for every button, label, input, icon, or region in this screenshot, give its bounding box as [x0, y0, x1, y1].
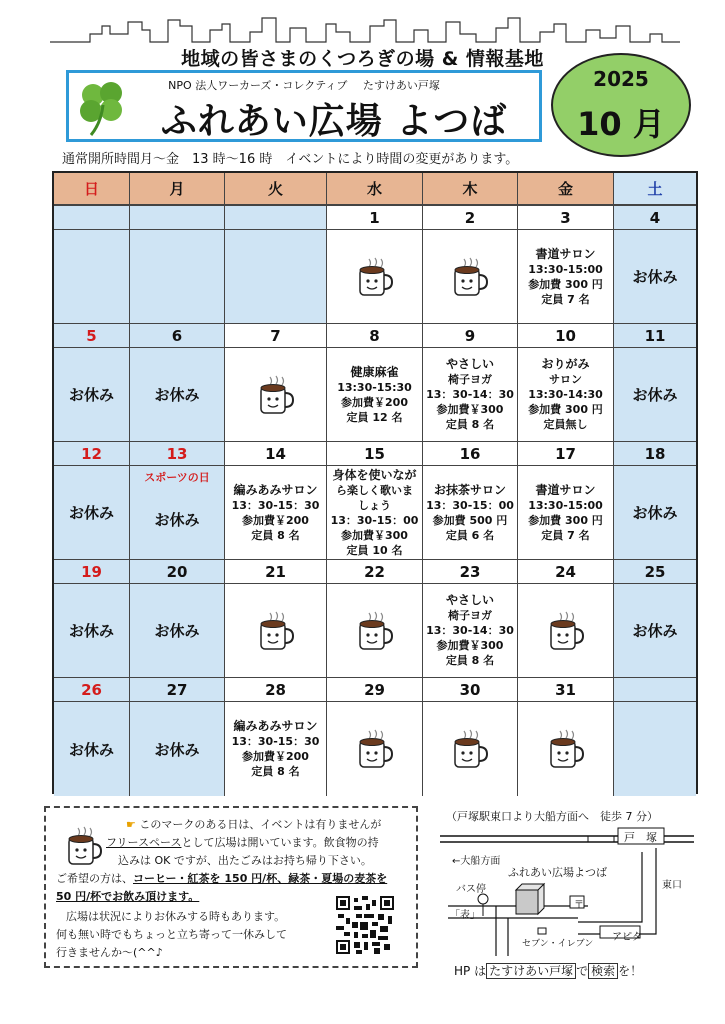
event-title: 書道サロン: [535, 482, 596, 497]
event-line: しょう: [357, 498, 391, 512]
org-name-sub: たすけあい戸塚: [362, 79, 440, 92]
coffee-mug-icon: [546, 609, 586, 653]
day-number: 13: [130, 442, 225, 466]
event-line: 13:30-15:30: [337, 380, 412, 394]
event-line: 13:30-15:00: [528, 262, 603, 276]
event-details: [331, 468, 419, 558]
day-number: 24: [518, 560, 614, 584]
empty-day-cell: [54, 230, 130, 324]
event-line: 定員 7 名: [541, 292, 590, 306]
day-number: 8: [327, 324, 423, 348]
month-label: 10 月: [577, 105, 665, 143]
closed-day-cell: [130, 348, 225, 442]
event-line: 参加費 500 円: [432, 513, 508, 527]
free-space-day-cell: [327, 702, 423, 796]
event-day-cell: [327, 348, 423, 442]
day-number: 7: [225, 324, 327, 348]
weekday-header: 日: [54, 173, 130, 206]
event-line: 定員無し: [543, 418, 588, 431]
closed-day-cell: [614, 348, 696, 442]
notice-line4a: ご希望の方は、: [56, 872, 133, 885]
event-title: 健康麻雀: [350, 364, 399, 379]
event-details: [337, 365, 412, 425]
coffee-mug-icon: [64, 824, 104, 868]
event-line: 13：30-14：30: [426, 624, 514, 637]
coffee-mug-icon: [546, 727, 586, 771]
closed-day-cell: [614, 584, 696, 678]
map-bus-stop-label: バス停: [456, 884, 486, 895]
hp-search-term[interactable]: たすけあい戸塚: [486, 963, 576, 979]
coffee-mug-icon: [450, 727, 490, 771]
day-number: 27: [130, 678, 225, 702]
closed-label: お休み: [154, 511, 200, 529]
coffee-mug-icon: [256, 609, 296, 653]
closed-label: お休み: [632, 268, 678, 286]
event-day-cell: [225, 702, 327, 796]
closed-label: お休み: [154, 740, 200, 759]
day-number: 25: [614, 560, 696, 584]
event-day-cell: [327, 466, 423, 560]
day-number: 22: [327, 560, 423, 584]
hp-note: [454, 962, 642, 979]
weekday-header: 金: [518, 173, 614, 206]
coffee-mug-icon: [355, 609, 395, 653]
free-space-day-cell: [225, 348, 327, 442]
day-number: 20: [130, 560, 225, 584]
closed-label: お休み: [632, 386, 678, 404]
event-details: [528, 357, 603, 432]
day-number: 11: [614, 324, 696, 348]
day-number: 14: [225, 442, 327, 466]
day-number: [614, 678, 696, 702]
town-skyline-illustration: [50, 12, 680, 46]
free-space-day-cell: [225, 584, 327, 678]
day-number: 2: [423, 206, 518, 230]
title-box: [66, 70, 542, 142]
map-place-label: ふれあい広場よつば: [508, 866, 607, 879]
map-ofuna-label: ←大船方面: [452, 856, 501, 867]
event-line: 参加費￥200: [242, 513, 309, 527]
event-title: やさしい: [445, 593, 494, 607]
day-number: [225, 206, 327, 230]
event-line: 参加費￥300: [341, 528, 408, 542]
map-omote-label: 「表」: [450, 910, 480, 921]
day-number: 19: [54, 560, 130, 584]
event-line: 13：30-15：00: [330, 513, 419, 527]
event-line: 13：30-15：30: [231, 498, 320, 512]
day-number: 30: [423, 678, 518, 702]
day-number: 16: [423, 442, 518, 466]
event-line: 参加費￥300: [436, 403, 504, 416]
day-number: 4: [614, 206, 696, 230]
org-name: [69, 77, 539, 93]
day-number: [130, 206, 225, 230]
event-line: 定員 8 名: [251, 528, 300, 542]
event-line: 定員 12 名: [346, 410, 403, 424]
closed-label: お休み: [154, 386, 200, 404]
event-details: [426, 357, 514, 432]
event-line: サロン: [549, 373, 582, 386]
event-day-cell: [518, 348, 614, 442]
notice-price-line: コーヒー・紅茶を 150 円/杯、緑茶・夏場の麦茶を: [133, 872, 388, 885]
event-line: 椅子ヨガ: [447, 373, 492, 386]
event-title: お抹茶サロン: [433, 482, 506, 497]
weekday-header: 火: [225, 173, 327, 206]
event-line: 参加費￥300: [436, 639, 504, 652]
map-seven-label: セブン・イレブン: [522, 939, 594, 949]
event-line: 定員 10 名: [346, 543, 403, 557]
hp-note-e: を！: [618, 964, 643, 978]
day-number: 15: [327, 442, 423, 466]
free-space-day-cell: [327, 230, 423, 324]
coffee-mug-icon: [450, 255, 490, 299]
day-number: 29: [327, 678, 423, 702]
hp-search-button[interactable]: 検索: [588, 963, 618, 979]
empty-day-cell: [225, 230, 327, 324]
day-number: 6: [130, 324, 225, 348]
notice-line3: 込みは OK ですが、出たごみはお持ち帰り下さい。: [118, 854, 372, 867]
closed-label: お休み: [68, 622, 114, 640]
notice-line7: 何も無い時でもちょっと立ち寄って一休みして: [56, 928, 287, 941]
event-title: おりがみ: [541, 357, 590, 371]
day-number: 31: [518, 678, 614, 702]
map-post-office-label: 〒: [574, 900, 584, 911]
weekday-header: 水: [327, 173, 423, 206]
weekday-header: 土: [614, 173, 696, 206]
event-line: 定員 7 名: [541, 528, 590, 542]
day-number: 18: [614, 442, 696, 466]
day-number: 21: [225, 560, 327, 584]
event-details: [232, 719, 320, 779]
event-details: [232, 483, 320, 543]
notice-line6: 広場は状況によりお休みする時もあります。: [66, 910, 286, 923]
event-line: 定員 8 名: [445, 418, 495, 431]
event-line: 13：30-14：30: [426, 388, 514, 401]
day-number: 3: [518, 206, 614, 230]
event-line: 13:30-14:30: [528, 388, 603, 401]
date-badge: [551, 53, 691, 157]
closed-day-cell: [130, 466, 225, 560]
closed-day-cell: [614, 466, 696, 560]
closed-day-cell: [130, 702, 225, 796]
empty-day-cell: [130, 230, 225, 324]
event-line: 13：30-15：30: [231, 735, 320, 748]
year-label: 2025: [593, 67, 649, 91]
hp-note-c: で: [576, 964, 589, 978]
day-number: 17: [518, 442, 614, 466]
hours-note: 通常開所時間月～金 13 時～16 時 イベントにより時間の変更があります。: [62, 152, 519, 167]
event-line: 参加費 300 円: [528, 513, 603, 527]
event-line: 椅子ヨガ: [447, 609, 492, 622]
day-number: 26: [54, 678, 130, 702]
event-day-cell: [423, 466, 518, 560]
coffee-mug-icon: [256, 373, 296, 417]
holiday-label: スポーツの日: [144, 471, 210, 484]
notice-box: [44, 806, 418, 968]
notice-line2: として広場は開いています。飲食物の持: [181, 836, 379, 849]
notice-line1: このマークのある日は、イベントは有りませんが: [139, 818, 382, 831]
qr-code[interactable]: [336, 896, 394, 954]
weekday-header: 月: [130, 173, 225, 206]
hp-note-a: HP は: [454, 964, 487, 978]
event-title: 編みあみサロン: [233, 719, 318, 733]
event-day-cell: [423, 584, 518, 678]
closed-label: お休み: [154, 622, 200, 640]
event-title: 編みあみサロン: [233, 482, 318, 497]
event-details: [426, 483, 514, 543]
free-space-day-cell: [518, 584, 614, 678]
map-east-exit-label: 東口: [662, 880, 682, 891]
day-number: 5: [54, 324, 130, 348]
coffee-mug-icon: [355, 727, 395, 771]
empty-day-cell: [614, 702, 696, 796]
notice-price-line2: 50 円/杯でお飲み頂けます。: [56, 890, 200, 903]
event-line: 定員 8 名: [445, 654, 495, 667]
event-title: 書道サロン: [535, 246, 596, 261]
day-number: [54, 206, 130, 230]
notice-line8: 行きませんか～(^^♪: [56, 946, 163, 959]
map-heading: （戸塚駅東口より大船方面へ 徒歩 7 分）: [446, 810, 658, 823]
event-day-cell: [518, 230, 614, 324]
closed-day-cell: [130, 584, 225, 678]
free-space-day-cell: [518, 702, 614, 796]
event-line: 定員 6 名: [445, 528, 495, 542]
event-line: 13:30-15:00: [528, 498, 603, 512]
weekday-header: 木: [423, 173, 518, 206]
event-day-cell: [225, 466, 327, 560]
closed-label: お休み: [632, 504, 678, 522]
tagline: 地域の皆さまのくつろぎの場 & 情報基地: [181, 48, 544, 70]
closed-label: お休み: [68, 386, 114, 404]
closed-label: お休み: [68, 740, 114, 759]
page-title: ふれあい広場 よつば: [160, 101, 508, 142]
closed-day-cell: [54, 584, 130, 678]
day-number: 28: [225, 678, 327, 702]
calendar: [52, 171, 698, 794]
map-station-label: 戸 塚: [624, 831, 657, 844]
closed-day-cell: [54, 466, 130, 560]
event-details: [528, 483, 603, 543]
event-line: 参加費￥200: [341, 395, 408, 409]
free-space-day-cell: [423, 702, 518, 796]
closed-day-cell: [614, 230, 696, 324]
event-details: [426, 593, 514, 668]
day-number: 12: [54, 442, 130, 466]
day-number: 10: [518, 324, 614, 348]
closed-day-cell: [54, 702, 130, 796]
day-number: 23: [423, 560, 518, 584]
closed-label: お休み: [632, 622, 678, 640]
event-line: 参加費 300 円: [528, 403, 603, 416]
event-day-cell: [518, 466, 614, 560]
free-space-day-cell: [423, 230, 518, 324]
closed-label: お休み: [68, 504, 114, 522]
map-apita-label: アピタ: [612, 932, 642, 943]
day-number: 1: [327, 206, 423, 230]
event-line: ら楽しく歌いま: [335, 483, 413, 497]
event-line: 参加費￥200: [242, 750, 309, 763]
free-space-day-cell: [327, 584, 423, 678]
event-title: やさしい: [445, 357, 494, 371]
event-line: 定員 8 名: [251, 765, 300, 778]
event-title: 身体を使いなが: [332, 467, 417, 482]
event-day-cell: [423, 348, 518, 442]
event-details: [528, 247, 603, 307]
event-line: 13：30-15：00: [426, 498, 514, 512]
event-line: 参加費 300 円: [528, 277, 603, 291]
notice-free-space: フリースペース: [106, 836, 182, 849]
org-name-main: NPO 法人ワーカーズ・コレクティブ: [168, 79, 348, 92]
day-number: 9: [423, 324, 518, 348]
coffee-mug-icon: [355, 255, 395, 299]
pointing-hand-icon: ☛: [126, 818, 136, 831]
closed-day-cell: [54, 348, 130, 442]
